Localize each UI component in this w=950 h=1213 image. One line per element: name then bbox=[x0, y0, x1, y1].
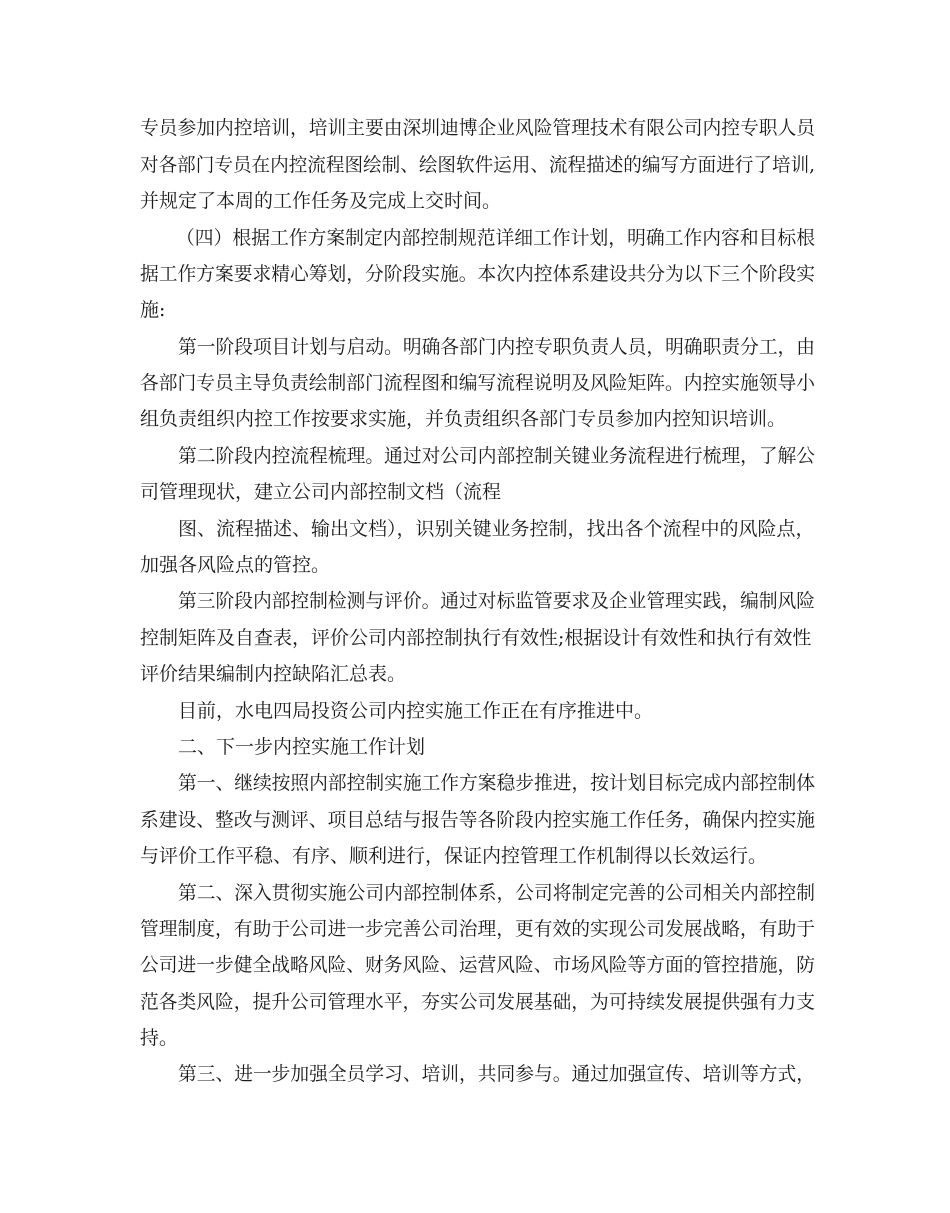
text-line: 司管理现状，建立公司内部控制文档（流程 bbox=[140, 481, 502, 503]
text-line: 组负责组织内控工作按要求实施，并负责组织各部门专员参加内控知识培训。 bbox=[140, 408, 787, 430]
text-line: 控制矩阵及自查表，评价公司内部控制执行有效性;根据设计有效性和执行有效性 bbox=[140, 627, 812, 649]
text-line: 加强各风险点的管控。 bbox=[140, 554, 331, 576]
section-heading: 二、下一步内控实施工作计划 bbox=[178, 736, 426, 758]
text-line: 第二阶段内控流程梳理。通过对公司内部控制关键业务流程进行梳理，了解公 bbox=[178, 445, 816, 467]
text-line: 系建设、整改与测评、项目总结与报告等各阶段内控实施工作任务，确保内控实施 bbox=[140, 809, 815, 831]
text-line: 公司进一步健全战略风险、财务风险、运营风险、市场风险等方面的管控措施，防 bbox=[140, 954, 815, 976]
text-line: 据工作方案要求精心筹划，分阶段实施。本次内控体系建设共分为以下三个阶段实 bbox=[140, 263, 815, 285]
text-line: 第三阶段内部控制检测与评价。通过对标监管要求及企业管理实践，编制风险 bbox=[178, 590, 816, 612]
text-line: 持。 bbox=[140, 1027, 179, 1049]
text-line: 第二、深入贯彻实施公司内部控制体系，公司将制定完善的公司相关内部控制 bbox=[178, 882, 816, 904]
text-line: 施: bbox=[140, 299, 166, 321]
text-line: 范各类风险，提升公司管理水平，夯实公司发展基础，为可持续发展提供强有力支 bbox=[140, 991, 815, 1013]
text-line: 管理制度，有助于公司进一步完善公司治理，更有效的实现公司发展战略，有助于 bbox=[140, 918, 815, 940]
text-line: 专员参加内控培训，培训主要由深圳迪博企业风险管理技术有限公司内控专职人员 bbox=[140, 117, 815, 139]
text-line: 各部门专员主导负责绘制部门流程图和编写流程说明及风险矩阵。内控实施领导小 bbox=[140, 372, 815, 394]
text-line: 目前，水电四局投资公司内控实施工作正在有序推进中。 bbox=[178, 700, 654, 722]
text-line: 与评价工作平稳、有序、顺利进行，保证内控管理工作机制得以长效运行。 bbox=[140, 845, 768, 867]
text-line: 评价结果编制内控缺陷汇总表。 bbox=[140, 663, 407, 685]
text-line: 第三、进一步加强全员学习、培训，共同参与。通过加强宣传、培训等方式， bbox=[178, 1063, 816, 1085]
text-line: 对各部门专员在内控流程图绘制、绘图软件运用、流程描述的编写方面进行了培训, bbox=[140, 154, 816, 176]
text-line: 并规定了本周的工作任务及完成上交时间。 bbox=[140, 190, 502, 212]
text-line: （四）根据工作方案制定内部控制规范详细工作计划，明确工作内容和目标根 bbox=[176, 227, 816, 249]
text-line: 第一阶段项目计划与启动。明确各部门内控专职负责人员，明确职责分工，由 bbox=[178, 336, 816, 358]
text-line: 第一、继续按照内部控制实施工作方案稳步推进，按计划目标完成内部控制体 bbox=[178, 772, 816, 794]
text-line: 图、流程描述、输出文档），识别关键业务控制，找出各个流程中的风险点， bbox=[178, 518, 815, 540]
